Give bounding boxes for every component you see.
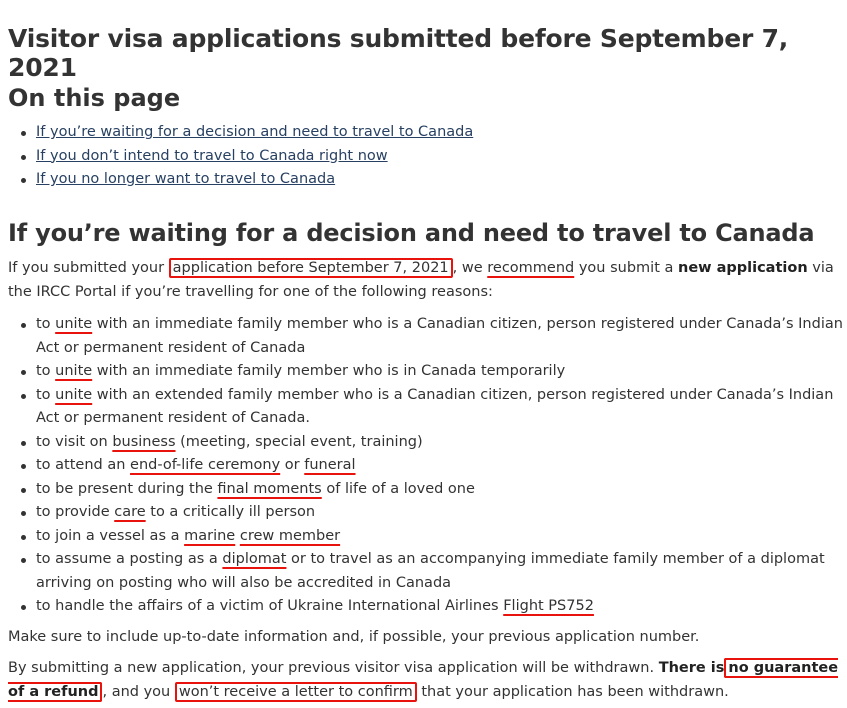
list-item xyxy=(0,501,847,525)
text: to xyxy=(36,316,56,332)
text: to xyxy=(36,363,56,379)
toc-item xyxy=(0,145,473,169)
underline-mark: Flight PS752 xyxy=(503,598,594,614)
text: , we xyxy=(452,260,488,276)
underline-mark: unite xyxy=(55,316,93,332)
text: you submit a xyxy=(574,260,678,276)
text: to be present during the xyxy=(36,480,218,497)
text: or xyxy=(280,457,305,473)
page-title: Visitor visa applications submitted before September 7, 2021 xyxy=(8,24,789,82)
underline-mark: crew member xyxy=(239,527,341,544)
section-heading: If you’re waiting for a decision and need to travel to Canada xyxy=(8,219,815,247)
list-item xyxy=(0,478,847,502)
text: or to travel as an accompanying immediate family member of a diplomat arriving on posting who will also be accredited in Canada xyxy=(36,551,825,591)
toc-list xyxy=(0,121,473,192)
underline-mark: recommend xyxy=(487,260,575,276)
intro-paragraph xyxy=(8,257,843,304)
reasons-list xyxy=(0,313,847,619)
text: to handle the affairs of a victim of Ukraine International Airlines xyxy=(36,598,504,614)
list-item xyxy=(0,360,847,384)
list-item xyxy=(0,548,847,595)
toc-link-no-longer[interactable]: If you no longer want to travel to Canada xyxy=(36,171,336,187)
underline-mark: end-of-life ceremony xyxy=(130,457,281,473)
underline-mark: final moments xyxy=(217,480,322,497)
text: of life of a loved one xyxy=(321,480,475,497)
list-item xyxy=(0,525,847,549)
underline-mark: funeral xyxy=(304,457,356,473)
text: If you submitted your xyxy=(8,260,169,276)
text: , and you xyxy=(102,683,175,700)
list-item xyxy=(0,454,847,478)
highlight-box: no guarantee of a refund xyxy=(8,660,839,700)
underline-mark: care xyxy=(114,504,146,520)
toc-item xyxy=(0,168,473,192)
new-application-bold: new application xyxy=(678,260,808,276)
text: to provide xyxy=(36,504,115,520)
text: to assume a posting as a xyxy=(36,551,223,567)
there-is-bold: There is xyxy=(658,660,725,676)
text: with an immediate family member who is in Canada temporarily xyxy=(92,363,566,379)
text: (meeting, special event, training) xyxy=(175,433,423,450)
underline-mark: business xyxy=(112,433,176,450)
underline-mark: marine xyxy=(184,527,236,544)
note-paragraph: Make sure to include up-to-date information and, if possible, your previous application number. xyxy=(8,629,700,645)
text: that your application has been withdrawn. xyxy=(416,683,729,700)
text: to attend an xyxy=(36,457,131,473)
highlight-box: won’t receive a letter to confirm xyxy=(175,682,417,702)
text: to visit on xyxy=(36,433,113,450)
withdrawal-paragraph xyxy=(8,657,843,704)
toc-link-waiting[interactable]: If you’re waiting for a decision and need to travel to Canada xyxy=(36,124,474,140)
text: to a critically ill person xyxy=(145,504,316,520)
list-item xyxy=(0,431,847,455)
text: to join a vessel as a xyxy=(36,527,185,544)
toc-item xyxy=(0,121,473,145)
text: with an extended family member who is a Canadian citizen, person registered under Canada’s Indian Act or permanent resident of Canada. xyxy=(36,386,834,426)
list-item xyxy=(0,384,847,431)
list-item xyxy=(0,595,847,619)
list-item xyxy=(0,313,847,360)
text: with an immediate family member who is a Canadian citizen, person registered under Canada’s Indian Act or permanent resident of Canada xyxy=(36,316,843,356)
underline-mark: unite xyxy=(55,363,93,379)
highlight-box: application before September 7, 2021 xyxy=(169,258,453,278)
text: By submitting a new application, your previous visitor visa application will be withdrawn. xyxy=(8,660,659,676)
underline-mark: diplomat xyxy=(222,551,287,567)
underline-mark: unite xyxy=(55,386,93,403)
toc-link-not-traveling[interactable]: If you don’t intend to travel to Canada right now xyxy=(36,147,388,164)
text: via the IRCC Portal if you’re travelling for one of the following reasons: xyxy=(8,260,834,300)
text: to xyxy=(36,386,56,403)
toc-heading: On this page xyxy=(8,84,181,112)
